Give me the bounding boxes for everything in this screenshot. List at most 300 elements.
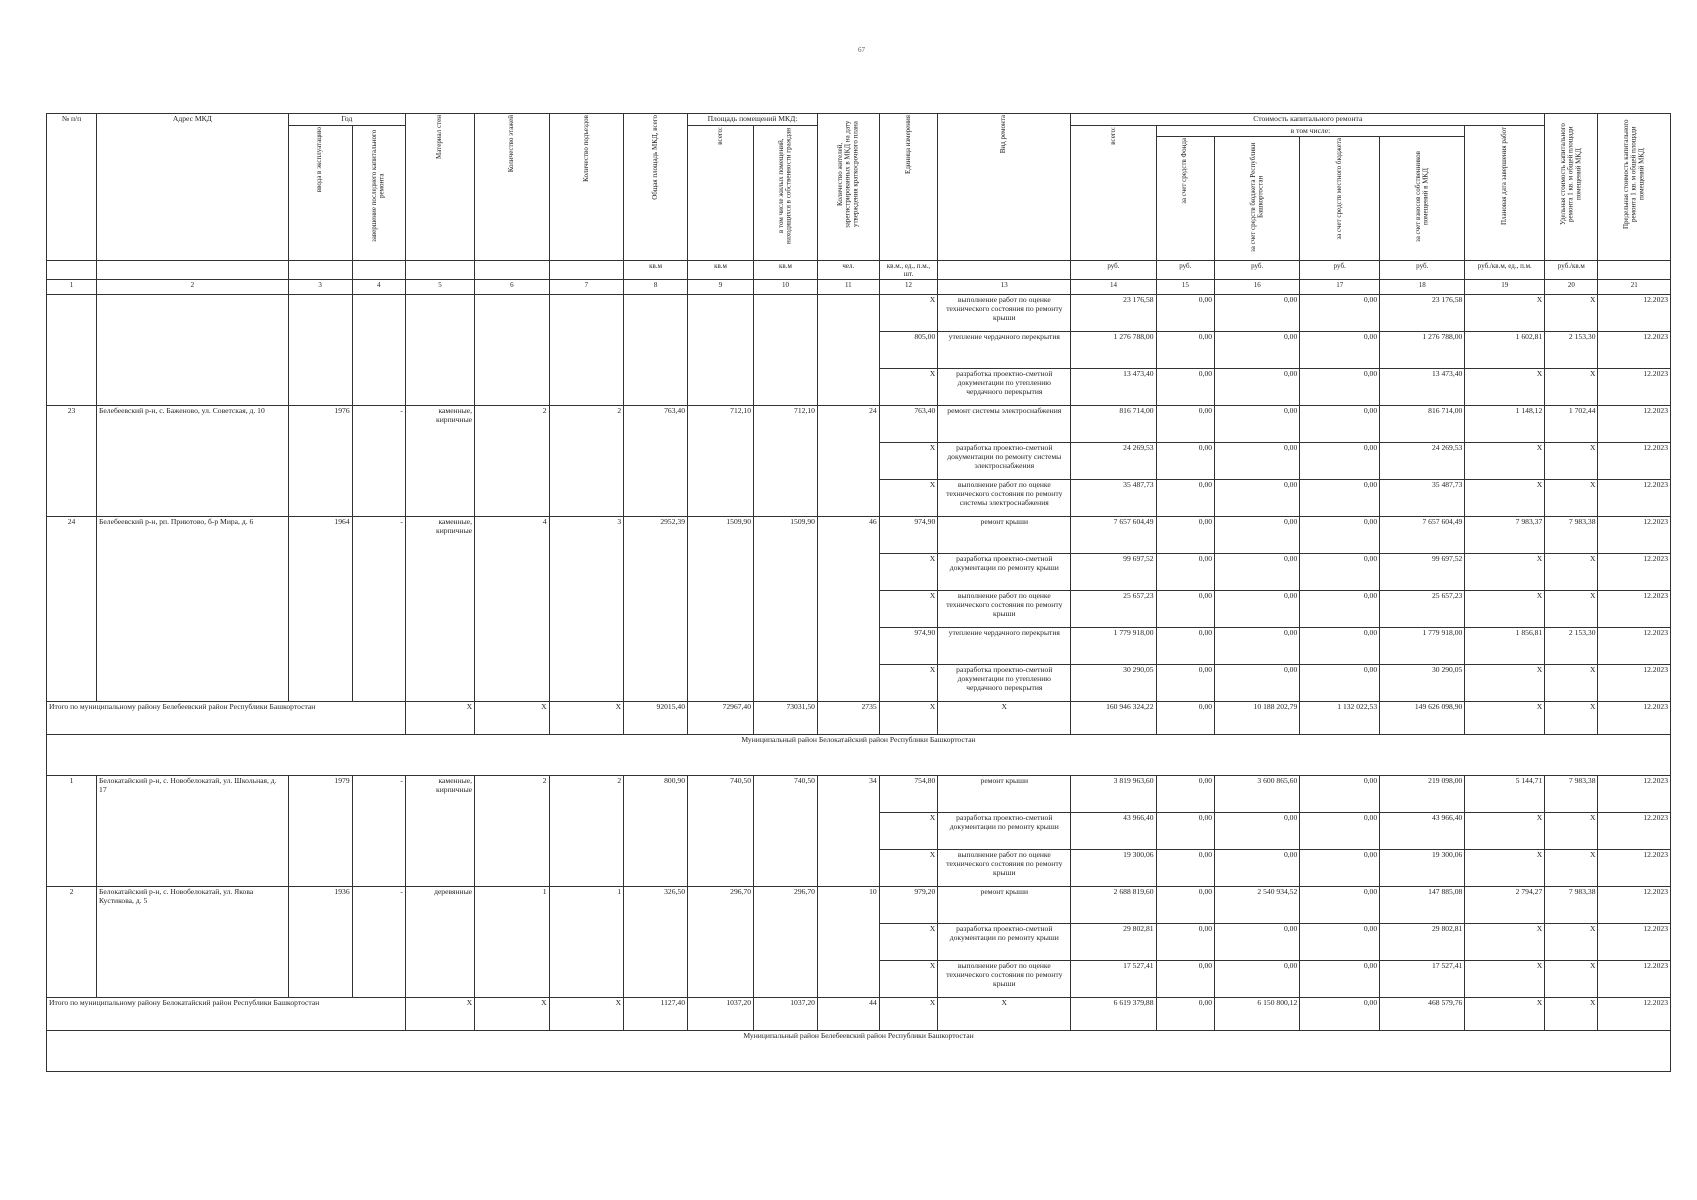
empty-cell: [47, 295, 97, 332]
empty-cell: [549, 480, 624, 517]
year-commission: 1979: [288, 776, 352, 813]
empty-cell: [624, 332, 688, 369]
column-numbers-row: [47, 280, 1671, 295]
empty-cell: [288, 628, 352, 665]
empty-cell: [405, 554, 474, 591]
capital-repair-table: [46, 113, 1671, 1072]
empty-cell: [624, 665, 688, 702]
floors: 2: [475, 406, 550, 443]
cost-republic: 0,00: [1215, 332, 1300, 369]
cost-local: 0,00: [1300, 406, 1380, 443]
house-row: [47, 406, 1671, 443]
header-entrances: Количество подъездов: [581, 115, 590, 182]
cost-local: 0,00: [1300, 665, 1380, 702]
empty-cell: [288, 850, 352, 887]
total-unit: X: [879, 998, 938, 1031]
cost-fund: 0,00: [1156, 591, 1215, 628]
unit-cost: 7 983,37: [1465, 517, 1545, 554]
total-republic: 10 188 202,79: [1215, 702, 1300, 735]
column-number-cell: 2: [97, 280, 289, 295]
empty-cell: [624, 813, 688, 850]
residents: 24: [817, 406, 879, 443]
unit-cost: X: [1465, 369, 1545, 406]
unit-cell: руб.: [1156, 261, 1215, 280]
district-total-row: [47, 998, 1671, 1031]
empty-cell: [688, 924, 754, 961]
total-material: X: [405, 998, 474, 1031]
unit-cell: [405, 261, 474, 280]
empty-cell: [624, 850, 688, 887]
total-unit-cost: X: [1465, 702, 1545, 735]
empty-cell: [475, 480, 550, 517]
empty-cell: [47, 443, 97, 480]
cost-total: 43 966,40: [1071, 813, 1156, 850]
empty-cell: [475, 554, 550, 591]
total-premises-incl: 73031,50: [754, 702, 818, 735]
cost-total: 23 176,58: [1071, 295, 1156, 332]
cost-owners: 816 714,00: [1380, 406, 1465, 443]
empty-cell: [288, 443, 352, 480]
unit-cost: X: [1465, 665, 1545, 702]
cost-fund: 0,00: [1156, 406, 1215, 443]
unit-cell: кв.м: [754, 261, 818, 280]
header-unit-cost: Удельная стоимость капитального ремонта 1 кв. м общей площади помещений МКД: [1558, 123, 1583, 225]
max-cost: X: [1545, 591, 1598, 628]
empty-cell: [288, 332, 352, 369]
cost-republic: 0,00: [1215, 628, 1300, 665]
house-row: [47, 517, 1671, 554]
empty-cell: [817, 628, 879, 665]
cost-local: 0,00: [1300, 517, 1380, 554]
cost-republic: 0,00: [1215, 554, 1300, 591]
work-row: [47, 665, 1671, 702]
total-premises: 72967,40: [688, 702, 754, 735]
unit-cost: 1 602,81: [1465, 332, 1545, 369]
total-floors: X: [475, 702, 550, 735]
empty-cell: [405, 961, 474, 998]
empty-cell: [47, 554, 97, 591]
unit-value: X: [879, 665, 938, 702]
header-year-last-repair: завершение последнего капитального ремонта: [370, 129, 386, 242]
total-date: 12.2023: [1598, 998, 1671, 1031]
unit-cell: кв.м., ед., п.м., шт.: [879, 261, 938, 280]
unit-value: X: [879, 961, 938, 998]
total-label: Итого по муниципальному району Белебеевский район Республики Башкортостан: [47, 702, 406, 735]
empty-cell: [624, 628, 688, 665]
unit-value: X: [879, 295, 938, 332]
premises-area: 1509,90: [688, 517, 754, 554]
repair-type: выполнение работ по оценке технического состояния по ремонту крыши: [938, 591, 1071, 628]
empty-cell: [97, 924, 289, 961]
header-premises-incl: в том числе жилых помещений, находящихся в собственности граждан: [776, 127, 793, 244]
total-max-cost: X: [1545, 998, 1598, 1031]
unit-cell: кв.м: [688, 261, 754, 280]
header-residents: Количество жителей, зарегистрированных в МКД на дату утверждения краткосрочного плана: [835, 120, 860, 228]
empty-cell: [352, 961, 405, 998]
empty-cell: [688, 813, 754, 850]
deadline-date: 12.2023: [1598, 480, 1671, 517]
premises-area: 740,50: [688, 776, 754, 813]
unit-value: X: [879, 369, 938, 406]
cost-fund: 0,00: [1156, 924, 1215, 961]
empty-cell: [97, 443, 289, 480]
house-row: [47, 776, 1671, 813]
unit-cell: кв.м: [624, 261, 688, 280]
unit-cost: X: [1465, 813, 1545, 850]
wall-material: каменные, кирпичные: [405, 406, 474, 443]
empty-cell: [352, 554, 405, 591]
empty-cell: [288, 554, 352, 591]
cost-owners: 43 966,40: [1380, 813, 1465, 850]
cost-fund: 0,00: [1156, 628, 1215, 665]
empty-cell: [288, 665, 352, 702]
cost-republic: 0,00: [1215, 591, 1300, 628]
total-area: 763,40: [624, 406, 688, 443]
empty-cell: [97, 369, 289, 406]
column-number-cell: 12: [879, 280, 938, 295]
empty-cell: [352, 850, 405, 887]
unit-cell: [1598, 261, 1671, 280]
cost-local: 0,00: [1300, 443, 1380, 480]
empty-cell: [754, 369, 818, 406]
empty-cell: [754, 295, 818, 332]
column-number-cell: 3: [288, 280, 352, 295]
cost-total: 35 487,73: [1071, 480, 1156, 517]
cost-total: 3 819 963,60: [1071, 776, 1156, 813]
empty-cell: [624, 480, 688, 517]
empty-cell: [97, 813, 289, 850]
max-cost: X: [1545, 369, 1598, 406]
entrances: 2: [549, 776, 624, 813]
empty-cell: [817, 924, 879, 961]
total-area: 92015,40: [624, 702, 688, 735]
total-unit: X: [879, 702, 938, 735]
unit-value: 974,90: [879, 517, 938, 554]
empty-cell: [405, 850, 474, 887]
header-cost-total: всего:: [1108, 126, 1117, 145]
empty-cell: [288, 480, 352, 517]
cost-local: 0,00: [1300, 332, 1380, 369]
total-residents: 2735: [817, 702, 879, 735]
repair-type: утепление чердачного перекрытия: [938, 628, 1071, 665]
max-cost: X: [1545, 443, 1598, 480]
entrances: 1: [549, 887, 624, 924]
empty-cell: [47, 961, 97, 998]
total-owners: 149 626 098,90: [1380, 702, 1465, 735]
empty-cell: [475, 628, 550, 665]
cost-owners: 30 290,05: [1380, 665, 1465, 702]
header-premises-area: Площадь помещений МКД:: [688, 114, 818, 126]
deadline-date: 12.2023: [1598, 924, 1671, 961]
page-number: 67: [858, 46, 865, 54]
cost-local: 0,00: [1300, 887, 1380, 924]
empty-cell: [97, 295, 289, 332]
empty-cell: [475, 850, 550, 887]
cost-total: 30 290,05: [1071, 665, 1156, 702]
repair-type: выполнение работ по оценке технического состояния по ремонту крыши: [938, 961, 1071, 998]
header-premises-total: всего:: [715, 126, 724, 145]
empty-cell: [405, 924, 474, 961]
empty-cell: [754, 480, 818, 517]
empty-cell: [549, 369, 624, 406]
max-cost: X: [1545, 665, 1598, 702]
column-number-cell: 4: [352, 280, 405, 295]
empty-cell: [688, 554, 754, 591]
residents: 46: [817, 517, 879, 554]
column-number-cell: 17: [1300, 280, 1380, 295]
unit-cost: X: [1465, 443, 1545, 480]
empty-cell: [475, 961, 550, 998]
cost-total: 29 802,81: [1071, 924, 1156, 961]
cost-owners: 19 300,06: [1380, 850, 1465, 887]
empty-cell: [549, 332, 624, 369]
column-number-cell: 9: [688, 280, 754, 295]
unit-value: X: [879, 443, 938, 480]
work-row: [47, 295, 1671, 332]
unit-cost: X: [1465, 295, 1545, 332]
unit-cost: X: [1465, 961, 1545, 998]
premises-incl: 296,70: [754, 887, 818, 924]
total-residents: 44: [817, 998, 879, 1031]
empty-cell: [475, 813, 550, 850]
premises-incl: 712,10: [754, 406, 818, 443]
cost-local: 0,00: [1300, 591, 1380, 628]
unit-cost: X: [1465, 850, 1545, 887]
max-cost: X: [1545, 480, 1598, 517]
empty-cell: [405, 295, 474, 332]
section-header-row: [47, 1031, 1671, 1072]
empty-cell: [288, 295, 352, 332]
repair-type: утепление чердачного перекрытия: [938, 332, 1071, 369]
cost-republic: 0,00: [1215, 517, 1300, 554]
total-material: X: [405, 702, 474, 735]
cost-local: 0,00: [1300, 295, 1380, 332]
row-number: 23: [47, 406, 97, 443]
empty-cell: [817, 850, 879, 887]
residents: 34: [817, 776, 879, 813]
repair-type: выполнение работ по оценке технического состояния по ремонту крыши: [938, 850, 1071, 887]
year-commission: 1976: [288, 406, 352, 443]
repair-type: ремонт крыши: [938, 776, 1071, 813]
empty-cell: [754, 850, 818, 887]
premises-incl: 1509,90: [754, 517, 818, 554]
total-republic: 6 150 800,12: [1215, 998, 1300, 1031]
deadline-date: 12.2023: [1598, 628, 1671, 665]
empty-cell: [405, 480, 474, 517]
empty-cell: [405, 332, 474, 369]
max-cost: 1 702,44: [1545, 406, 1598, 443]
unit-cost: X: [1465, 924, 1545, 961]
cost-owners: 219 098,00: [1380, 776, 1465, 813]
deadline-date: 12.2023: [1598, 887, 1671, 924]
empty-cell: [405, 443, 474, 480]
repair-type: ремонт крыши: [938, 517, 1071, 554]
wall-material: каменные, кирпичные: [405, 517, 474, 554]
premises-area: 296,70: [688, 887, 754, 924]
max-cost: X: [1545, 961, 1598, 998]
house-address: Белебеевский р-н, с. Баженово, ул. Советская, д. 10: [97, 406, 289, 443]
unit-value: 979,20: [879, 887, 938, 924]
cost-total: 17 527,41: [1071, 961, 1156, 998]
work-row: [47, 443, 1671, 480]
section-title: Муниципальный район Белокатайский район Республики Башкортостан: [47, 735, 1671, 776]
total-max-cost: X: [1545, 702, 1598, 735]
cost-total: 19 300,06: [1071, 850, 1156, 887]
empty-cell: [624, 295, 688, 332]
unit-value: 805,00: [879, 332, 938, 369]
column-number-cell: 7: [549, 280, 624, 295]
total-cost: 160 946 324,22: [1071, 702, 1156, 735]
unit-cell: руб.: [1071, 261, 1156, 280]
header-wall-material: Материал стен: [435, 115, 444, 159]
total-unit-cost: X: [1465, 998, 1545, 1031]
floors: 4: [475, 517, 550, 554]
cost-local: 0,00: [1300, 813, 1380, 850]
empty-cell: [288, 369, 352, 406]
empty-cell: [817, 480, 879, 517]
empty-cell: [549, 665, 624, 702]
work-row: [47, 961, 1671, 998]
empty-cell: [817, 369, 879, 406]
empty-cell: [352, 665, 405, 702]
section-header-row: [47, 735, 1671, 776]
cost-fund: 0,00: [1156, 332, 1215, 369]
repair-type: выполнение работ по оценке технического состояния по ремонту системы электроснабжения: [938, 480, 1071, 517]
residents: 10: [817, 887, 879, 924]
house-address: Белебеевский р-н, рп. Приютово, б-р Мира, д. 6: [97, 517, 289, 554]
work-row: [47, 369, 1671, 406]
work-row: [47, 480, 1671, 517]
cost-republic: 0,00: [1215, 295, 1300, 332]
work-row: [47, 554, 1671, 591]
empty-cell: [817, 295, 879, 332]
empty-cell: [47, 369, 97, 406]
empty-cell: [624, 924, 688, 961]
empty-cell: [549, 924, 624, 961]
cost-republic: 0,00: [1215, 665, 1300, 702]
repair-type: ремонт системы электроснабжения: [938, 406, 1071, 443]
premises-area: 712,10: [688, 406, 754, 443]
total-area: 326,50: [624, 887, 688, 924]
unit-cost: 5 144,71: [1465, 776, 1545, 813]
header-cost-title: Стоимость капитального ремонта: [1071, 114, 1545, 126]
unit-value: X: [879, 813, 938, 850]
deadline-date: 12.2023: [1598, 369, 1671, 406]
empty-cell: [405, 628, 474, 665]
year-last-repair: -: [352, 406, 405, 443]
column-number-cell: 18: [1380, 280, 1465, 295]
empty-cell: [688, 369, 754, 406]
header-no: № п/п: [47, 114, 97, 261]
header-cost-incl: в том числе:: [1156, 125, 1465, 137]
unit-cell: [352, 261, 405, 280]
unit-cell: [549, 261, 624, 280]
cost-local: 0,00: [1300, 850, 1380, 887]
table-body: [47, 295, 1671, 1072]
repair-type: разработка проектно-сметной документации по утеплению чердачного перекрытия: [938, 665, 1071, 702]
total-area: 800,90: [624, 776, 688, 813]
column-number-cell: 8: [624, 280, 688, 295]
column-number-cell: 20: [1545, 280, 1598, 295]
unit-value: 974,90: [879, 628, 938, 665]
empty-cell: [817, 813, 879, 850]
cost-fund: 0,00: [1156, 665, 1215, 702]
unit-cost: 1 856,81: [1465, 628, 1545, 665]
max-cost: 7 983,38: [1545, 887, 1598, 924]
cost-fund: 0,00: [1156, 850, 1215, 887]
empty-cell: [47, 628, 97, 665]
unit-cell: руб.: [1300, 261, 1380, 280]
empty-cell: [754, 591, 818, 628]
house-row: [47, 887, 1671, 924]
total-premises: 1037,20: [688, 998, 754, 1031]
cost-total: 2 688 819,60: [1071, 887, 1156, 924]
empty-cell: [405, 665, 474, 702]
header-address: Адрес МКД: [97, 114, 289, 261]
empty-cell: [754, 665, 818, 702]
house-address: Белокатайский р-н, с. Новобелокатай, ул. Якова Кустикова, д. 5: [97, 887, 289, 924]
unit-value: X: [879, 591, 938, 628]
empty-cell: [817, 443, 879, 480]
table-header: [47, 114, 1671, 295]
column-number-cell: 6: [475, 280, 550, 295]
empty-cell: [288, 591, 352, 628]
year-last-repair: -: [352, 517, 405, 554]
empty-cell: [405, 813, 474, 850]
max-cost: X: [1545, 924, 1598, 961]
empty-cell: [405, 369, 474, 406]
work-row: [47, 813, 1671, 850]
unit-value: X: [879, 924, 938, 961]
header-unit: Единица измерения: [903, 115, 912, 174]
repair-type: разработка проектно-сметной документации по ремонту системы электроснабжения: [938, 443, 1071, 480]
cost-owners: 25 657,23: [1380, 591, 1465, 628]
deadline-date: 12.2023: [1598, 332, 1671, 369]
column-number-cell: 21: [1598, 280, 1671, 295]
year-commission: 1936: [288, 887, 352, 924]
row-number: 2: [47, 887, 97, 924]
header-cost-republic: за счет средств бюджета Республики Башкортостан: [1248, 142, 1265, 253]
unit-cell: руб.: [1380, 261, 1465, 280]
empty-cell: [549, 813, 624, 850]
unit-cost: X: [1465, 591, 1545, 628]
empty-cell: [288, 813, 352, 850]
deadline-date: 12.2023: [1598, 850, 1671, 887]
empty-cell: [549, 443, 624, 480]
empty-cell: [817, 332, 879, 369]
empty-cell: [47, 665, 97, 702]
empty-cell: [549, 850, 624, 887]
cost-total: 816 714,00: [1071, 406, 1156, 443]
cost-owners: 99 697,52: [1380, 554, 1465, 591]
empty-cell: [352, 924, 405, 961]
empty-cell: [352, 443, 405, 480]
unit-cell: руб./кв.м: [1545, 261, 1598, 280]
unit-cell: руб.: [1215, 261, 1300, 280]
year-last-repair: -: [352, 776, 405, 813]
empty-cell: [817, 591, 879, 628]
empty-cell: [754, 924, 818, 961]
empty-cell: [754, 332, 818, 369]
empty-cell: [475, 591, 550, 628]
max-cost: X: [1545, 813, 1598, 850]
empty-cell: [688, 665, 754, 702]
unit-value: X: [879, 480, 938, 517]
cost-fund: 0,00: [1156, 961, 1215, 998]
max-cost: X: [1545, 295, 1598, 332]
header-year-commission: ввода в эксплуатацию: [315, 126, 324, 192]
column-number-cell: 13: [938, 280, 1071, 295]
